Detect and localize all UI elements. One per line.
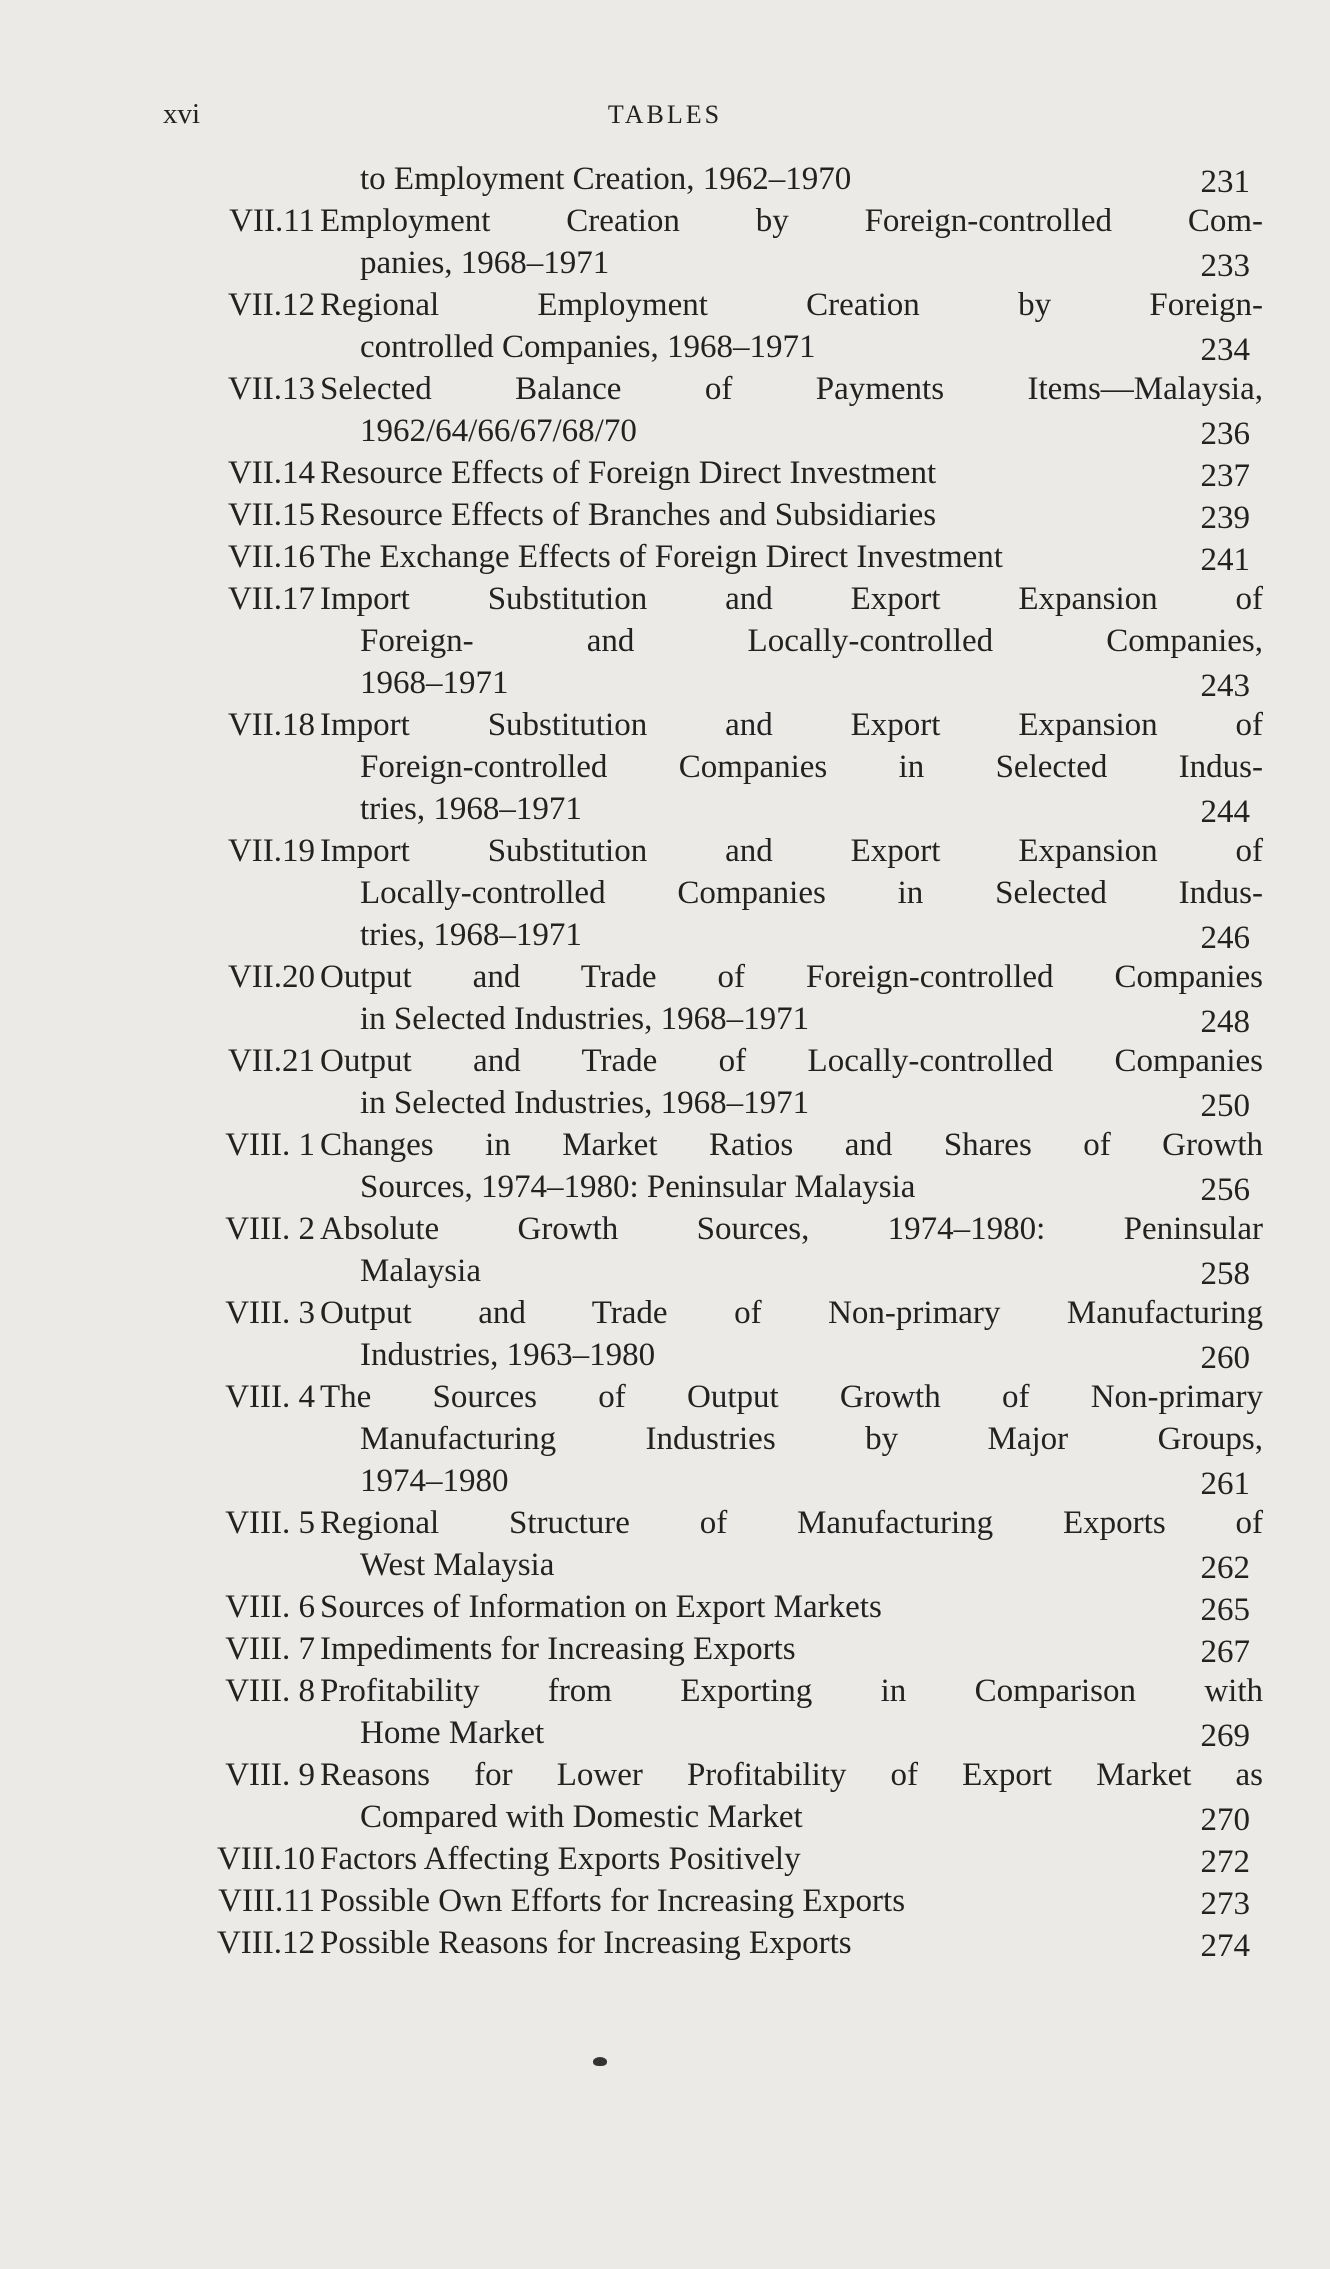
table-entry [150, 1670, 1263, 1754]
table-entry [150, 830, 1263, 956]
entry-number: VIII.10 [216, 1841, 315, 1877]
entry-title-line: Possible Reasons for Increasing Exports [320, 1925, 852, 1961]
entry-number: VIII. 8 [225, 1673, 315, 1709]
table-entry [150, 578, 1263, 704]
table-entry [150, 1292, 1263, 1376]
entry-number: VIII.11 [218, 1883, 315, 1919]
entry-number: VIII.12 [216, 1925, 315, 1961]
entry-number: VIII. 6 [225, 1589, 315, 1625]
entry-number: VII.13 [227, 371, 315, 407]
entry-title-line: Regional Employment Creation by Foreign- [320, 287, 1263, 323]
entry-title-line: Malaysia [360, 1253, 481, 1289]
page-number: xvi [163, 98, 201, 130]
entry-title-line: Sources, 1974–1980: Peninsular Malaysia [360, 1169, 916, 1205]
entry-page: 237 [1200, 458, 1250, 494]
entry-number: VII.17 [227, 581, 315, 617]
entry-title-line: tries, 1968–1971 [360, 917, 582, 953]
entry-title-line: Import Substitution and Export Expansion of [320, 833, 1263, 869]
entry-page: 250 [1200, 1088, 1250, 1124]
entry-title-line: The Sources of Output Growth of Non-primary [320, 1379, 1263, 1415]
entry-page: 272 [1200, 1844, 1250, 1880]
entry-page: 246 [1200, 920, 1250, 956]
entry-title-line: Factors Affecting Exports Positively [320, 1841, 801, 1877]
entry-title-line: tries, 1968–1971 [360, 791, 582, 827]
entry-title-line: Output and Trade of Locally-controlled Companies [320, 1043, 1263, 1079]
table-entry [150, 1376, 1263, 1502]
table-entry [150, 284, 1263, 368]
entry-number: VIII. 5 [225, 1505, 315, 1541]
entry-page: 248 [1200, 1004, 1250, 1040]
table-entry [150, 200, 1263, 284]
entry-page: 243 [1200, 668, 1250, 704]
entry-page: 269 [1200, 1718, 1250, 1754]
table-entry [150, 158, 1250, 200]
entry-page: 258 [1200, 1256, 1250, 1292]
table-entry [150, 1880, 1250, 1922]
table-entry [150, 1838, 1250, 1880]
entry-title-line: Foreign-controlled Companies in Selected Indus- [360, 749, 1263, 785]
entry-title-line: Impediments for Increasing Exports [320, 1631, 796, 1667]
entry-title-line: Industries, 1963–1980 [360, 1337, 656, 1373]
entry-number: VII.19 [227, 833, 315, 869]
table-list [150, 158, 1263, 1964]
entry-number: VII.21 [227, 1043, 315, 1079]
entry-number: VII.16 [227, 539, 315, 575]
entry-page: 234 [1200, 332, 1250, 368]
entry-title-line: Possible Own Efforts for Increasing Exports [320, 1883, 906, 1919]
entry-number: VIII. 7 [225, 1631, 315, 1667]
entry-page: 231 [1200, 164, 1250, 200]
running-title: TABLES [607, 100, 723, 129]
entry-page: 267 [1200, 1634, 1250, 1670]
entry-page: 262 [1200, 1550, 1250, 1586]
entry-page: 261 [1200, 1466, 1250, 1502]
entry-number: VIII. 2 [225, 1211, 315, 1247]
entry-page: 260 [1200, 1340, 1250, 1376]
entry-title-line: Selected Balance of Payments Items—Malaysia, [320, 371, 1263, 407]
entry-title-line: Resource Effects of Branches and Subsidiaries [320, 497, 937, 533]
entry-title-line: The Exchange Effects of Foreign Direct Investment [320, 539, 1003, 575]
entry-title-line: Import Substitution and Export Expansion of [320, 581, 1263, 617]
entry-title-line: Employment Creation by Foreign-controlled Com- [320, 203, 1263, 239]
entry-number: VII.11 [229, 203, 315, 239]
entry-title-line: Compared with Domestic Market [360, 1799, 803, 1835]
entry-number: VIII. 3 [225, 1295, 315, 1331]
table-entry [150, 1754, 1263, 1838]
table-entry [150, 956, 1263, 1040]
entry-page: 236 [1200, 416, 1250, 452]
entry-title-line: Absolute Growth Sources, 1974–1980: Peninsular [320, 1211, 1263, 1247]
entry-title-line: Reasons for Lower Profitability of Export Market as [320, 1757, 1263, 1793]
entry-number: VIII. 1 [225, 1127, 315, 1163]
entry-title-line: panies, 1968–1971 [360, 245, 610, 281]
table-entry [150, 704, 1263, 830]
entry-page: 233 [1200, 248, 1250, 284]
table-entry [150, 368, 1263, 452]
entry-title-line: Foreign- and Locally-controlled Companies, [360, 623, 1263, 659]
entry-number: VII.15 [227, 497, 315, 533]
entry-page: 270 [1200, 1802, 1250, 1838]
entry-title-line: Resource Effects of Foreign Direct Investment [320, 455, 937, 491]
entry-page: 265 [1200, 1592, 1250, 1628]
table-entry [150, 1922, 1250, 1964]
entry-title-line: Regional Structure of Manufacturing Exports of [320, 1505, 1263, 1541]
entry-title-line: in Selected Industries, 1968–1971 [360, 1001, 810, 1037]
table-entry [150, 1040, 1263, 1124]
running-header [163, 98, 1167, 138]
entry-title-line: Changes in Market Ratios and Shares of Growth [320, 1127, 1263, 1163]
entry-title-line: 1962/64/66/67/68/70 [360, 413, 637, 449]
entry-title-line: Output and Trade of Foreign-controlled Companies [320, 959, 1263, 995]
entry-number: VII.20 [227, 959, 315, 995]
entry-number: VIII. 4 [225, 1379, 315, 1415]
entry-title-line: West Malaysia [360, 1547, 555, 1583]
table-entry [150, 1586, 1250, 1628]
table-entry [150, 1628, 1250, 1670]
entry-title-line: Profitability from Exporting in Comparison with [320, 1673, 1263, 1709]
entry-number: VIII. 9 [225, 1757, 315, 1793]
ink-mark [593, 2057, 607, 2066]
entry-title-line: in Selected Industries, 1968–1971 [360, 1085, 810, 1121]
table-entry [150, 452, 1250, 494]
entry-title-line: controlled Companies, 1968–1971 [360, 329, 816, 365]
entry-title-line: Locally-controlled Companies in Selected Indus- [360, 875, 1263, 911]
table-entry [150, 494, 1250, 536]
entry-page: 274 [1200, 1928, 1250, 1964]
entry-title-line: Import Substitution and Export Expansion of [320, 707, 1263, 743]
entry-title-line: Home Market [360, 1715, 545, 1751]
entry-number: VII.14 [227, 455, 315, 491]
entry-page: 273 [1200, 1886, 1250, 1922]
entry-page: 256 [1200, 1172, 1250, 1208]
entry-page: 244 [1200, 794, 1250, 830]
entry-number: VII.18 [227, 707, 315, 743]
table-entry [150, 1502, 1263, 1586]
entry-number: VII.12 [227, 287, 315, 323]
entry-title-line: 1974–1980 [360, 1463, 509, 1499]
table-entry [150, 1124, 1263, 1208]
entry-title-line: 1968–1971 [360, 665, 509, 701]
table-entry [150, 536, 1250, 578]
entry-title-line: Output and Trade of Non-primary Manufacturing [320, 1295, 1263, 1331]
entry-title-line: to Employment Creation, 1962–1970 [360, 161, 852, 197]
entry-title-line: Sources of Information on Export Markets [320, 1589, 882, 1625]
entry-page: 239 [1200, 500, 1250, 536]
entry-title-line: Manufacturing Industries by Major Groups, [360, 1421, 1263, 1457]
table-entry [150, 1208, 1263, 1292]
entry-page: 241 [1200, 542, 1250, 578]
